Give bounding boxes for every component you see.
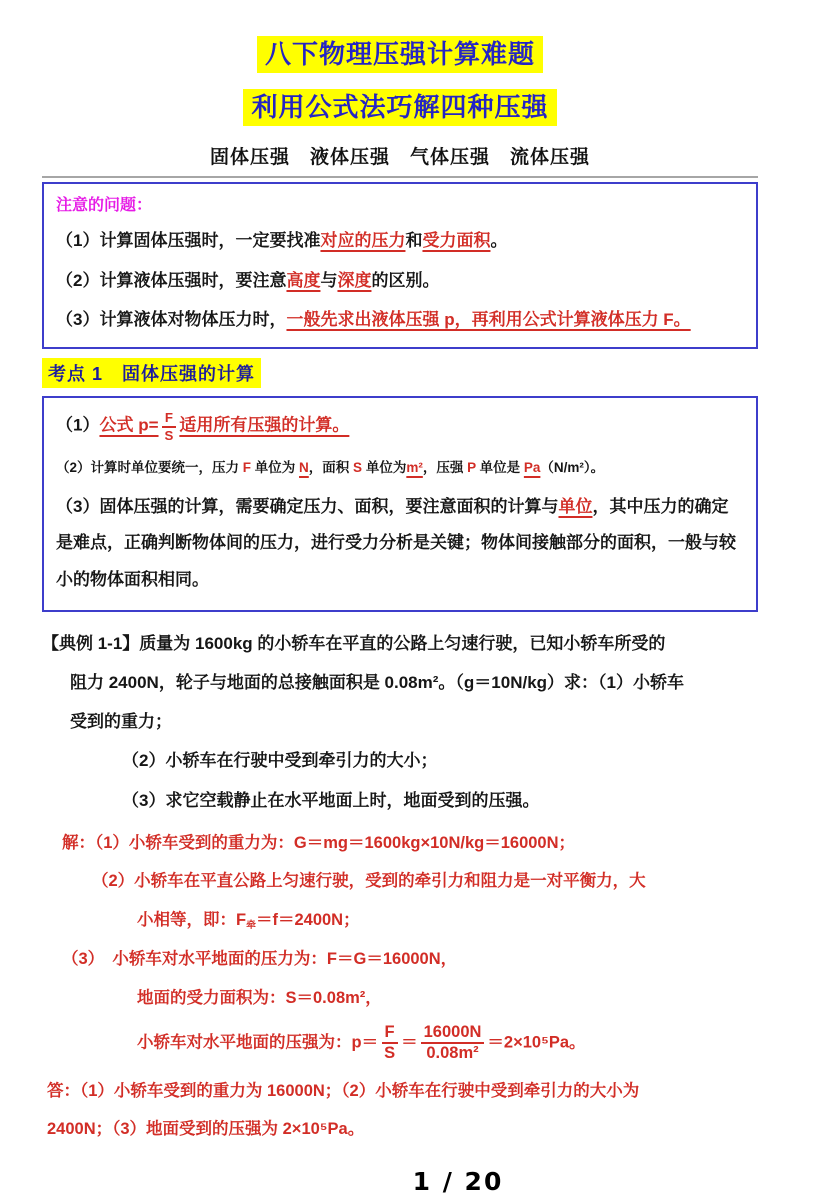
example-line-5: （3）求它空载静止在水平地面上时，地面受到的压强。	[122, 790, 540, 810]
notice-line-3: （3）计算液体对物体压力时，一般先求出液体压强 p，再利用公式计算液体压力 F。	[56, 310, 691, 330]
points-line-1: （1）公式 p= $\frac{F}{S}$ 适用所有压强的计算。	[56, 410, 350, 443]
example-line-2: 阻力 2400N，轮子与地面的总接触面积是 0.08m²。（g＝10N/kg）求：（1）小轿车	[70, 673, 684, 693]
solution-line-2: （2）小轿车在平直公路上匀速行驶，受到的牵引力和阻力是一对平衡力，大	[92, 872, 646, 891]
solution-line-5: 地面的受力面积为：S＝0.08m²，	[137, 988, 382, 1007]
page-title: 八下物理压强计算难题	[257, 36, 543, 73]
notice-heading: 注意的问题：	[56, 197, 153, 215]
example-line-4: （2）小轿车在行驶中受到牵引力的大小；	[122, 751, 438, 771]
points-line-2: （2）计算时单位要统一，压力 F 单位为 N，面积 S 单位为m²，压强 P 单位是 Pa（N/m²）。	[56, 459, 605, 475]
example-line-3: 受到的重力；	[70, 712, 172, 732]
title-row-main	[42, 36, 758, 73]
answer-line-1: 答：（1）小轿车受到的重力为 16000N；（2）小轿车在行驶中受到牵引力的大小为	[47, 1082, 640, 1101]
answer-line-2: 2400N；（3）地面受到的压强为 2×10⁵Pa。	[47, 1120, 365, 1139]
solution-line-1: 解：（1）小轿车受到的重力为：G＝mg＝1600kg×10N/kg＝16000N；	[62, 833, 576, 852]
section-header-row	[42, 358, 758, 388]
page-indicator: 1 / 20	[412, 1167, 504, 1196]
solution-block	[42, 824, 758, 1064]
notice-line-1: （1）计算固体压强时，一定要找准对应的压力和受力面积。	[56, 231, 508, 251]
solution-equation-line: 小轿车对水平地面的压强为：p＝ $\frac{F}{S}$ ＝ $\frac{16000N}{\text{0.08m²}}$ ＝2×10⁵Pa。	[137, 1023, 586, 1063]
solution-line-3: 小相等，即：$F_牵=f=2400N$；	[137, 911, 360, 932]
notice-box	[42, 182, 758, 349]
subtitle-divider	[42, 176, 758, 178]
answer-block	[42, 1073, 758, 1149]
example-problem	[42, 624, 758, 819]
category-list: 固体压强 液体压强 气体压强 流体压强	[209, 147, 590, 169]
points-line-3: （3）固体压强的计算，需要确定压力、面积，要注意面积的计算与单位，其中压力的确定是难点，正确判断物体间的压力，进行受力分析是关键；物体间接触部分的面积，一般与较小的物体面积相同。	[56, 496, 736, 589]
title-row-sub	[42, 89, 758, 126]
solution-line-4: （3） 小轿车对水平地面的压力为：F＝G＝16000N，	[62, 949, 458, 968]
points-box	[42, 396, 758, 612]
secondary-title: 利用公式法巧解四种压强	[243, 89, 556, 126]
notice-line-2: （2）计算液体压强时，要注意高度与深度的区别。	[56, 270, 440, 290]
section-header: 考点 1 固体压强的计算	[42, 358, 261, 388]
example-line-1: 【典例 1-1】质量为 1600kg 的小轿车在平直的公路上匀速行驶，已知小轿车所受的	[42, 634, 666, 654]
